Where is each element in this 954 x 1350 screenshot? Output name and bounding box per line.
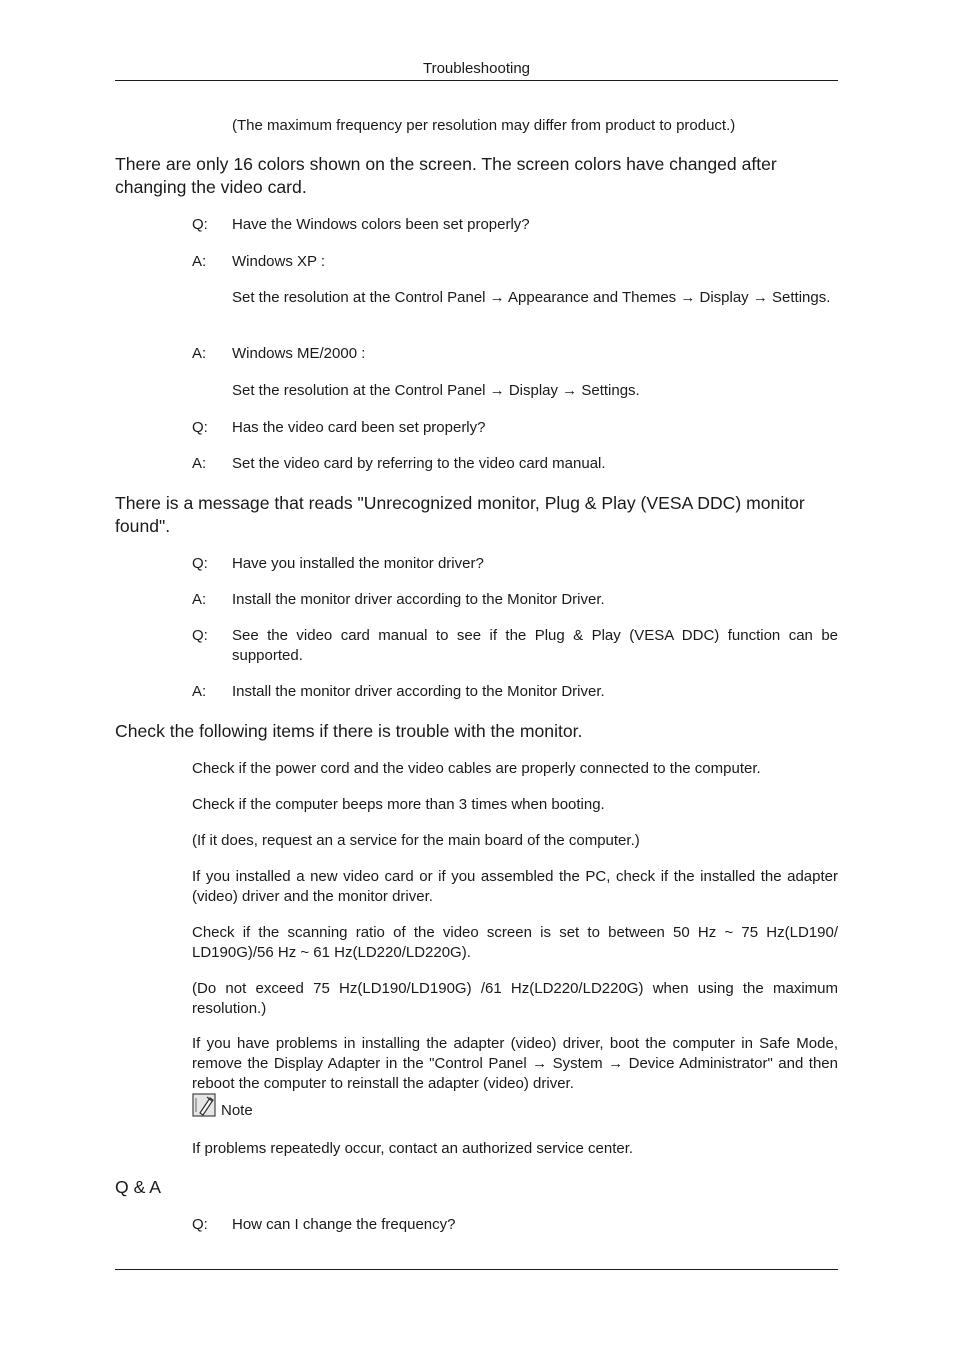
header-divider (115, 80, 838, 81)
qa-label: Q: (192, 419, 208, 436)
page-header-title: Troubleshooting (422, 60, 530, 77)
frequency-note: (The maximum frequency per resolution may differ from product to product.) (232, 117, 736, 134)
checklist-paragraph: Check if the computer beeps more than 3 times when booting. (192, 796, 605, 813)
qa-label: Q: (192, 627, 208, 644)
qa-text: How can I change the frequency? (232, 1216, 456, 1233)
note-pencil-icon (192, 1093, 216, 1117)
footer-divider (115, 1269, 838, 1270)
qa-text: Install the monitor driver according to the Monitor Driver. (232, 591, 605, 608)
checklist-paragraph: Check if the scanning ratio of the video screen is set to between 50 Hz ~ 75 Hz(LD190/ LD190G)/56 Hz ~ 61 Hz(LD220/LD220G). (192, 924, 838, 961)
qa-text: Install the monitor driver according to the Monitor Driver. (232, 683, 605, 700)
note-label: Note (221, 1102, 253, 1119)
checklist-paragraph: If you have problems in installing the adapter (video) driver, boot the computer in Safe Mode, remove the Display Adapter in the "Control Panel → System → Device Administrator" and then reboot the computer to reinstall the adapter (video) driver. (192, 1035, 838, 1092)
qa-subtext: Set the resolution at the Control Panel → Display → Settings. (232, 382, 640, 399)
qa-subtext: Set the resolution at the Control Panel → Appearance and Themes → Display → Settings. (232, 289, 831, 306)
qa-label: A: (192, 253, 207, 270)
qa-label: A: (192, 345, 207, 362)
section-heading-monitor-trouble: Check the following items if there is trouble with the monitor. (115, 721, 583, 741)
section-heading-unrecognized-monitor: There is a message that reads "Unrecognized monitor, Plug & Play (VESA DDC) monitor found". (115, 493, 805, 536)
section-heading-qa: Q & A (115, 1177, 161, 1197)
checklist-paragraph: If you installed a new video card or if you assembled the PC, check if the installed the adapter (video) driver and the monitor driver. (192, 868, 838, 905)
qa-text: Has the video card been set properly? (232, 419, 486, 436)
qa-label: Q: (192, 216, 208, 233)
qa-text: Have the Windows colors been set properly? (232, 216, 530, 233)
qa-label: A: (192, 591, 207, 608)
checklist-paragraph: (Do not exceed 75 Hz(LD190/LD190G) /61 Hz(LD220/LD220G) when using the maximum resolution.) (192, 980, 838, 1017)
section-heading-16-colors: There are only 16 colors shown on the screen. The screen colors have changed after changing the video card. (115, 154, 777, 197)
qa-label: Q: (192, 1216, 208, 1233)
qa-text: See the video card manual to see if the Plug & Play (VESA DDC) function can be supported. (232, 627, 838, 664)
qa-text: Have you installed the monitor driver? (232, 555, 484, 572)
checklist-paragraph: Check if the power cord and the video cables are properly connected to the computer. (192, 760, 761, 777)
qa-text: Set the video card by referring to the video card manual. (232, 455, 606, 472)
qa-label: A: (192, 683, 207, 700)
qa-label: Q: (192, 555, 208, 572)
qa-text: Windows XP : (232, 253, 326, 270)
note-text: If problems repeatedly occur, contact an authorized service center. (192, 1140, 634, 1157)
qa-text: Windows ME/2000 : (232, 345, 366, 362)
qa-label: A: (192, 455, 207, 472)
checklist-paragraph: (If it does, request an a service for the main board of the computer.) (192, 832, 640, 849)
